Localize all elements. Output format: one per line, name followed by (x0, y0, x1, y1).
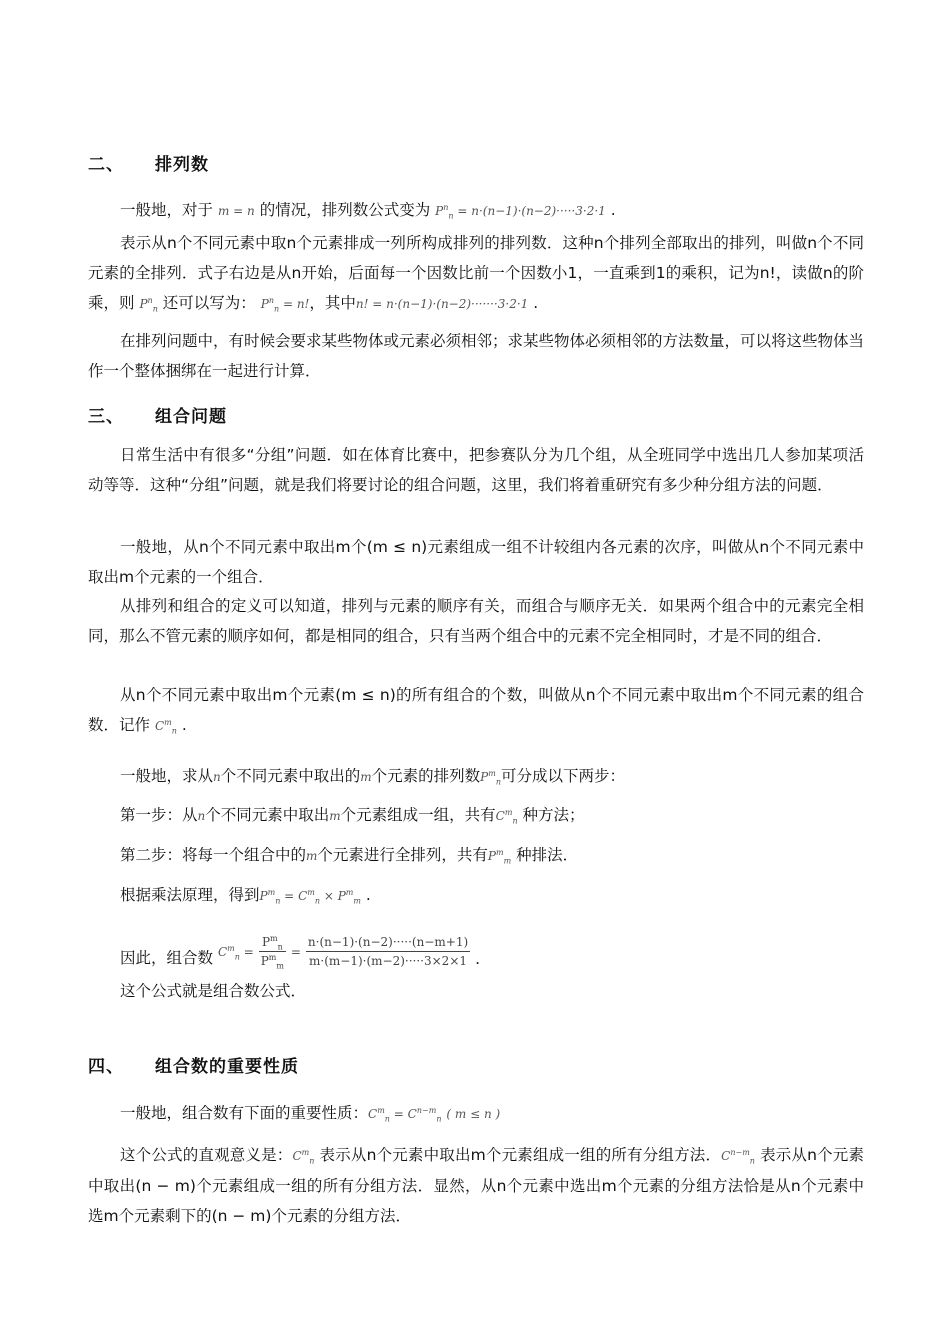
formula: $P^m_n = C^m_n \times P^m_m$ (259, 888, 361, 906)
line-step-two: 第二步：将每一个组合中的m个元素进行全排列，共有$P^m_m$ 种排法． (120, 846, 579, 866)
section-title: 组合数的重要性质 (155, 1057, 299, 1077)
paragraph-factorial: 表示从n个不同元素中取n个元素排成一列所构成排列的排列数．这种n个排列全部取出的排列，叫做n个不同元素的全排列．式子右边是从n开始，后面每一个因数比前一个因数小1，一直乘到1的乘积，记为n!，读做n的阶乘，则 $P^n_n$ 还可以写为： $P^n_n = n$!，其中n! = n·(n−1)·(n−2)·······3·2·1 . (88, 234, 864, 314)
section-title: 组合问题 (155, 407, 227, 427)
line-property: 一般地，组合数有下面的重要性质：$C^m_n = C^{n-m}_n$ ( m ≤ n ) (120, 1104, 501, 1124)
paragraph-adjacency: 在排列问题中，有时候会要求某些物体或元素必须相邻；求某些物体必须相邻的方法数量，可以将这些物体当作一个整体捆绑在一起进行计算． (88, 332, 865, 380)
section-number: 三、 (88, 407, 124, 427)
paragraph-grouping-problem: 日常生活中有很多“分组”问题．如在体育比赛中，把参赛队分为几个组，从全班同学中选出几人参加某项活动等等．这种“分组”问题，就是我们将要讨论的组合问题，这里，我们将着重研究有多少种分组方法的问题． (88, 446, 864, 494)
formula: n! = n·(n−1)·(n−2)·······3·2·1 (355, 297, 529, 311)
paragraph-full-permutation-formula: 一般地，对于 m = n 的情况，排列数公式变为 $P^n_n = n\cdot(n-1)\cdot(n-2)\cdot\cdot\cdot\cdot\cdot 3\cdot 2\cdot 1$ . (120, 201, 616, 221)
line-two-steps-intro: 一般地，求从n个不同元素中取出的m个元素的排列数$P^m_n$可分成以下两步： (120, 767, 626, 787)
section-heading-4 (88, 1052, 299, 1077)
section-number: 二、 (88, 155, 124, 175)
formula: $C^m_n$ (495, 808, 518, 826)
paragraph-permutation-vs-combination: 从排列和组合的定义可以知道，排列与元素的顺序有关，而组合与顺序无关．如果两个组合中的元素完全相同，那么不管元素的顺序如何，都是相同的组合，只有当两个组合中的元素不完全相同时，才是不同的组合． (88, 597, 864, 645)
line-step-one: 第一步：从n个不同元素中取出m个元素组成一组，共有$C^m_n$ 种方法； (120, 806, 585, 826)
section-heading-3 (88, 402, 227, 427)
section-title: 排列数 (155, 155, 209, 175)
paragraph-property-meaning: 这个公式的直观意义是：$C^m_n$ 表示从n个元素中取出m个元素组成一组的所有分组方法．$C^{n-m}_n$ 表示从n个元素中取出(n − m)个元素组成一组的所有分组方法．显然，从n个元素中选出m个元素的分组方法恰是从n个元素中选m个元素剩下的(n − m)个元素的分组方法． (88, 1146, 864, 1225)
line-combination-formula: 因此，组合数 $C^m_n$ = $\frac{P^m_n}{P^m_m}$ = $\frac{n\cdot(n-1)\cdot(n-2)\cdot\cdot\cdot\cdot\cdot(n-m+1)}{m\cdot(m-1)\cdot(m-2)\cdot\cdot\cdot\cdot\cdot 3\times 2\times 1}$ . (120, 934, 481, 971)
paragraph-combination-number: 从n个不同元素中取出m个元素(m ≤ n)的所有组合的个数，叫做从n个不同元素中取出m个不同元素的组合数．记作 $C^m_n$ . (88, 686, 864, 736)
formula: m = n (217, 204, 255, 218)
section-number: 四、 (88, 1057, 124, 1077)
formula: $C^{n-m}_n$ (721, 1148, 755, 1166)
formula: $P^n_n$ (139, 296, 158, 314)
formula: $P^n_n = n$! (260, 296, 310, 314)
paragraph-combination-definition: 一般地，从n个不同元素中取出m个(m ≤ n)元素组成一组不计较组内各元素的次序，叫做从n个不同元素中取出m个元素的一个组合． (88, 538, 864, 586)
formula: $C^m_n$ = (217, 943, 254, 961)
line-formula-note: 这个公式就是组合数公式． (120, 982, 307, 1000)
formula: $C^m_n = C^{n-m}_n$ (368, 1106, 442, 1124)
formula: $C^m_n$ (154, 718, 177, 736)
fraction-expanded: $\frac{n\cdot(n-1)\cdot(n-2)\cdot\cdot\cdot\cdot\cdot(n-m+1)}{m\cdot(m-1)\cdot(m-2)\cdot\cdot\cdot\cdot\cdot 3\times 2\times 1}$ (307, 935, 469, 968)
section-heading-2 (88, 150, 209, 175)
formula: $P^m_m$ (487, 848, 512, 866)
formula: $P^n_n = n\cdot(n-1)\cdot(n-2)\cdot\cdot\cdot\cdot\cdot 3\cdot 2\cdot 1$ (435, 203, 606, 221)
fraction: $\frac{P^m_n}{P^m_m}$ (260, 934, 284, 971)
formula: $P^m_n$ (480, 769, 501, 787)
formula: $C^m_n$ (292, 1148, 315, 1166)
line-multiplication-principle: 根据乘法原理，得到$P^m_n = C^m_n \times P^m_m$ . (120, 886, 371, 906)
